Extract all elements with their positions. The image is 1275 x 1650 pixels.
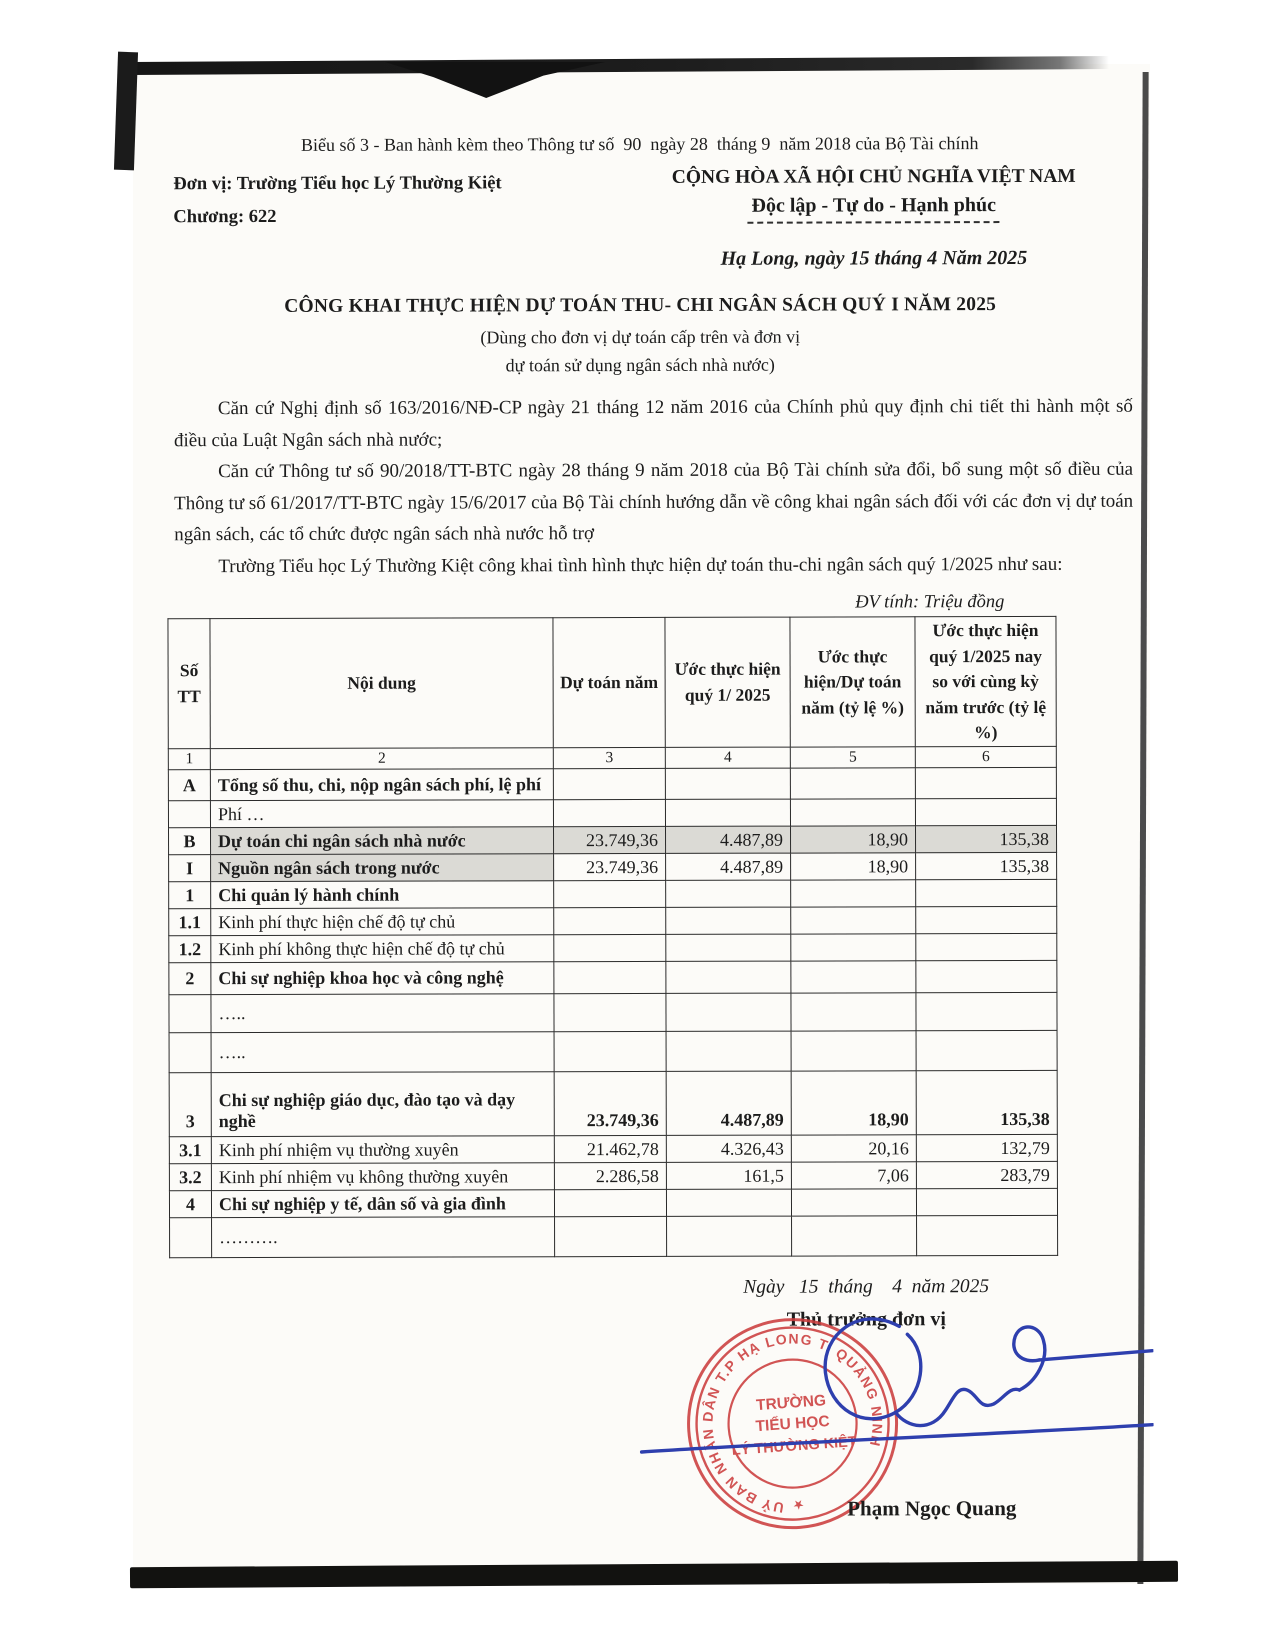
table-header-cell: Ước thực hiện/Dự toán năm (tỷ lệ %) — [790, 617, 915, 747]
cell-value — [792, 1216, 917, 1256]
cell-value — [666, 993, 791, 1031]
cell-value: 135,38 — [916, 1071, 1057, 1135]
cell-value — [791, 907, 916, 934]
cell-value — [791, 880, 916, 907]
table-row — [169, 961, 1057, 995]
cell-value: 23.749,36 — [554, 827, 666, 854]
cell-label: Chi sự nghiệp khoa học và công nghệ — [211, 962, 554, 995]
document-subtitle — [132, 321, 1149, 381]
cell-label: Dự toán chi ngân sách nhà nước — [211, 827, 554, 855]
chapter-line: Chương: 622 — [173, 207, 277, 228]
place-date-line: Hạ Long, ngày 15 tháng 4 Năm 2025 — [720, 246, 1028, 270]
cell-value — [554, 962, 666, 994]
budget-table — [167, 616, 1058, 1258]
cell-value — [915, 799, 1056, 826]
cell-value: 18,90 — [790, 826, 915, 853]
signature-scribble — [601, 1298, 1153, 1474]
place-date-row — [131, 246, 1148, 272]
stamp-center-line-3: LÝ THƯỜNG KIỆT — [731, 1434, 858, 1460]
cell-label: ………. — [212, 1217, 555, 1258]
cell-value — [916, 993, 1057, 1031]
subtitle-line-2: dự toán sử dụng ngân sách nhà nước) — [505, 355, 775, 376]
table-header-row — [168, 617, 1056, 749]
legal-paragraph-2: Căn cứ Thông tư số 90/2018/TT-BTC ngày 28 tháng 9 năm 2018 của Bộ Tài chính sửa đổi, bổ sung một số điều của Thông tư số 61/2017/TT-BTC ngày 15/6/2017 của Bộ Tài chính hướng dẫn về công khai ngân sách đối với các đơn vị dự toán ngân sách, các tổ chức được ngân sách nhà nước hỗ trợ — [174, 458, 1134, 546]
table-body — [168, 768, 1057, 1258]
cell-value — [554, 935, 666, 962]
cell-value — [554, 994, 666, 1032]
cell-value — [790, 799, 915, 826]
cell-value: 21.462,78 — [554, 1136, 666, 1163]
cell-value: 7,06 — [791, 1162, 916, 1189]
cell-value — [791, 934, 916, 961]
signer-title: Thủ trưởng đơn vị — [786, 1308, 946, 1331]
table-row — [169, 1031, 1057, 1073]
stamp-center-line-1: TRƯỜNG — [755, 1392, 827, 1415]
subtitle-line-1: (Dùng cho đơn vị dự toán cấp trên và đơn vị — [480, 326, 801, 348]
cell-label: Chi quản lý hành chính — [211, 881, 554, 909]
signature-block — [134, 1268, 1152, 1591]
cell-value: 20,16 — [791, 1135, 916, 1162]
cell-value — [666, 1031, 791, 1071]
cell-stt — [169, 1033, 211, 1073]
stamp-center-line-2: TIỂU HỌC — [755, 1413, 831, 1436]
form-note: Biểu số 3 - Ban hành kèm theo Thông tư số 90 ngày 28 tháng 9 năm 2018 của Bộ Tài chính — [300, 133, 979, 155]
cell-stt — [169, 995, 211, 1033]
column-index: 5 — [790, 747, 915, 768]
cell-label: ….. — [211, 1032, 554, 1073]
cell-value — [666, 880, 791, 907]
cell-label: Kinh phí thực hiện chế độ tự chủ — [211, 908, 554, 936]
cell-value — [916, 1031, 1057, 1071]
cell-stt: 1 — [169, 882, 211, 909]
cell-value: 23.749,36 — [554, 1072, 666, 1136]
cell-value — [915, 768, 1056, 799]
cell-stt: 3.2 — [169, 1164, 211, 1191]
table-row — [169, 1135, 1057, 1164]
cell-stt: B — [169, 828, 211, 855]
cell-value — [665, 799, 790, 826]
signer-name: Phạm Ngọc Quang — [847, 1496, 1017, 1521]
cell-value — [791, 1031, 916, 1071]
cell-value — [554, 908, 666, 935]
intro-paragraph: Trường Tiểu học Lý Thường Kiệt công khai tình hình thực hiện dự toán thu-chi ngân sách quý 1/2025 như sau: — [218, 553, 1063, 577]
cell-value — [666, 907, 791, 934]
table-row — [168, 799, 1056, 828]
column-index: 2 — [210, 748, 553, 770]
cell-value — [791, 1189, 916, 1216]
cell-value — [916, 880, 1057, 907]
cell-value — [667, 1216, 792, 1256]
cell-value: 135,38 — [915, 826, 1056, 853]
table-header-cell: Nội dung — [210, 618, 553, 749]
column-index: 6 — [915, 747, 1056, 768]
table-row — [169, 880, 1057, 909]
table-header-cell: Ước thực hiện quý 1/ 2025 — [665, 617, 790, 747]
document-title: CÔNG KHAI THỰC HIỆN DỰ TOÁN THU- CHI NGÂN SÁCH QUÝ I NĂM 2025 — [284, 293, 997, 317]
cell-value — [917, 1216, 1058, 1256]
cell-value — [666, 1189, 791, 1216]
cell-value — [554, 1190, 666, 1217]
table-row — [169, 1071, 1057, 1137]
cell-value — [553, 800, 665, 827]
cell-value — [555, 1217, 667, 1257]
cell-value — [554, 1032, 666, 1072]
cell-stt: I — [169, 855, 211, 882]
table-row — [169, 907, 1057, 936]
cell-value: 135,38 — [916, 853, 1057, 880]
table-header-cell: Ước thực hiện quý 1/2025 nay so với cùng kỳ năm trước (tỷ lệ %) — [915, 617, 1056, 747]
cell-value — [666, 961, 791, 993]
cell-value — [916, 1189, 1057, 1216]
issuer-header-row — [131, 166, 1148, 235]
cell-stt: 4 — [169, 1191, 211, 1218]
cell-value: 4.487,89 — [666, 1071, 791, 1135]
column-index: 3 — [553, 748, 665, 769]
cell-value: 283,79 — [916, 1162, 1057, 1189]
cell-stt — [170, 1218, 212, 1258]
national-header — [599, 166, 1148, 234]
cell-label: Chi sự nghiệp giáo dục, đào tạo và dạy nghề — [211, 1072, 554, 1137]
cell-stt: 3.1 — [169, 1137, 211, 1164]
cell-value — [791, 993, 916, 1031]
issuer-block — [131, 167, 599, 235]
table-header-cell: Dự toán năm — [553, 618, 665, 748]
table-row — [169, 1162, 1057, 1191]
document-paper — [133, 64, 1150, 1584]
cell-value: 161,5 — [666, 1162, 791, 1189]
cell-value: 18,90 — [791, 853, 916, 880]
unit-of-measure-note: ĐV tính: Triệu đồng — [855, 592, 1005, 613]
stamp-star-icon: ★ — [792, 1497, 805, 1514]
unit-line: Đơn vị: Trường Tiểu học Lý Thường Kiệt — [173, 173, 502, 195]
cell-value — [916, 961, 1057, 993]
cell-value: 23.749,36 — [554, 854, 666, 881]
cell-value — [916, 934, 1057, 961]
table-row — [169, 826, 1057, 855]
cell-label: Chi sự nghiệp y tế, dân số và gia đình — [211, 1190, 554, 1218]
cell-label: Kinh phí nhiệm vụ thường xuyên — [211, 1136, 554, 1164]
document-content — [131, 63, 1152, 1591]
cell-value — [665, 768, 790, 799]
column-index: 4 — [665, 747, 790, 768]
column-index: 1 — [168, 749, 210, 770]
stamp-ring-text: UỶ BAN NHÂN DÂN T.P HẠ LONG T. QUẢNG NINH — [699, 1330, 886, 1517]
table-row — [168, 768, 1056, 801]
signature-date-line: Ngày 15 tháng 4 năm 2025 — [743, 1276, 990, 1298]
cell-stt: 1.1 — [169, 909, 211, 936]
cell-value: 4.487,89 — [666, 826, 791, 853]
table-row — [169, 934, 1057, 963]
cell-stt: 1.2 — [169, 936, 211, 963]
cell-value: 4.326,43 — [666, 1135, 791, 1162]
cell-value: 132,79 — [916, 1135, 1057, 1162]
cell-stt: A — [168, 770, 210, 801]
table-row — [169, 1189, 1057, 1218]
cell-label: Kinh phí không thực hiện chế độ tự chủ — [211, 935, 554, 963]
cell-value: 18,90 — [791, 1071, 916, 1135]
cell-value — [916, 907, 1057, 934]
cell-label: ….. — [211, 994, 554, 1033]
cell-value — [666, 934, 791, 961]
national-title: CỘNG HÒA XÃ HỘI CHỦ NGHĨA VIỆT NAM — [671, 165, 1076, 188]
cell-stt: 3 — [169, 1073, 211, 1137]
cell-stt: 2 — [169, 963, 211, 995]
cell-value: 4.487,89 — [666, 853, 791, 880]
cell-label: Nguồn ngân sách trong nước — [211, 854, 554, 882]
cell-value — [554, 881, 666, 908]
cell-label: Tổng số thu, chi, nộp ngân sách phí, lệ phí — [210, 769, 553, 801]
cell-stt — [168, 801, 210, 828]
table-header-cell: Số TT — [168, 619, 210, 749]
legal-paragraph-1: Căn cứ Nghị định số 163/2016/NĐ-CP ngày 21 tháng 12 năm 2016 của Chính phủ quy định chi tiết thi hành một số điều của Luật Ngân sách nhà nước; — [173, 395, 1133, 451]
column-index-row — [168, 747, 1056, 770]
national-motto: Độc lập - Tự do - Hạnh phúc — [751, 194, 997, 217]
table-row — [169, 853, 1057, 882]
cell-value — [790, 768, 915, 799]
cell-value — [791, 961, 916, 993]
cell-label: Phí … — [210, 800, 553, 828]
cell-label: Kinh phí nhiệm vụ không thường xuyên — [211, 1163, 554, 1191]
table-row — [169, 993, 1057, 1033]
table-row — [170, 1216, 1058, 1258]
cell-value: 2.286,58 — [554, 1163, 666, 1190]
motto-underline — [748, 219, 1000, 224]
cell-value — [553, 769, 665, 800]
